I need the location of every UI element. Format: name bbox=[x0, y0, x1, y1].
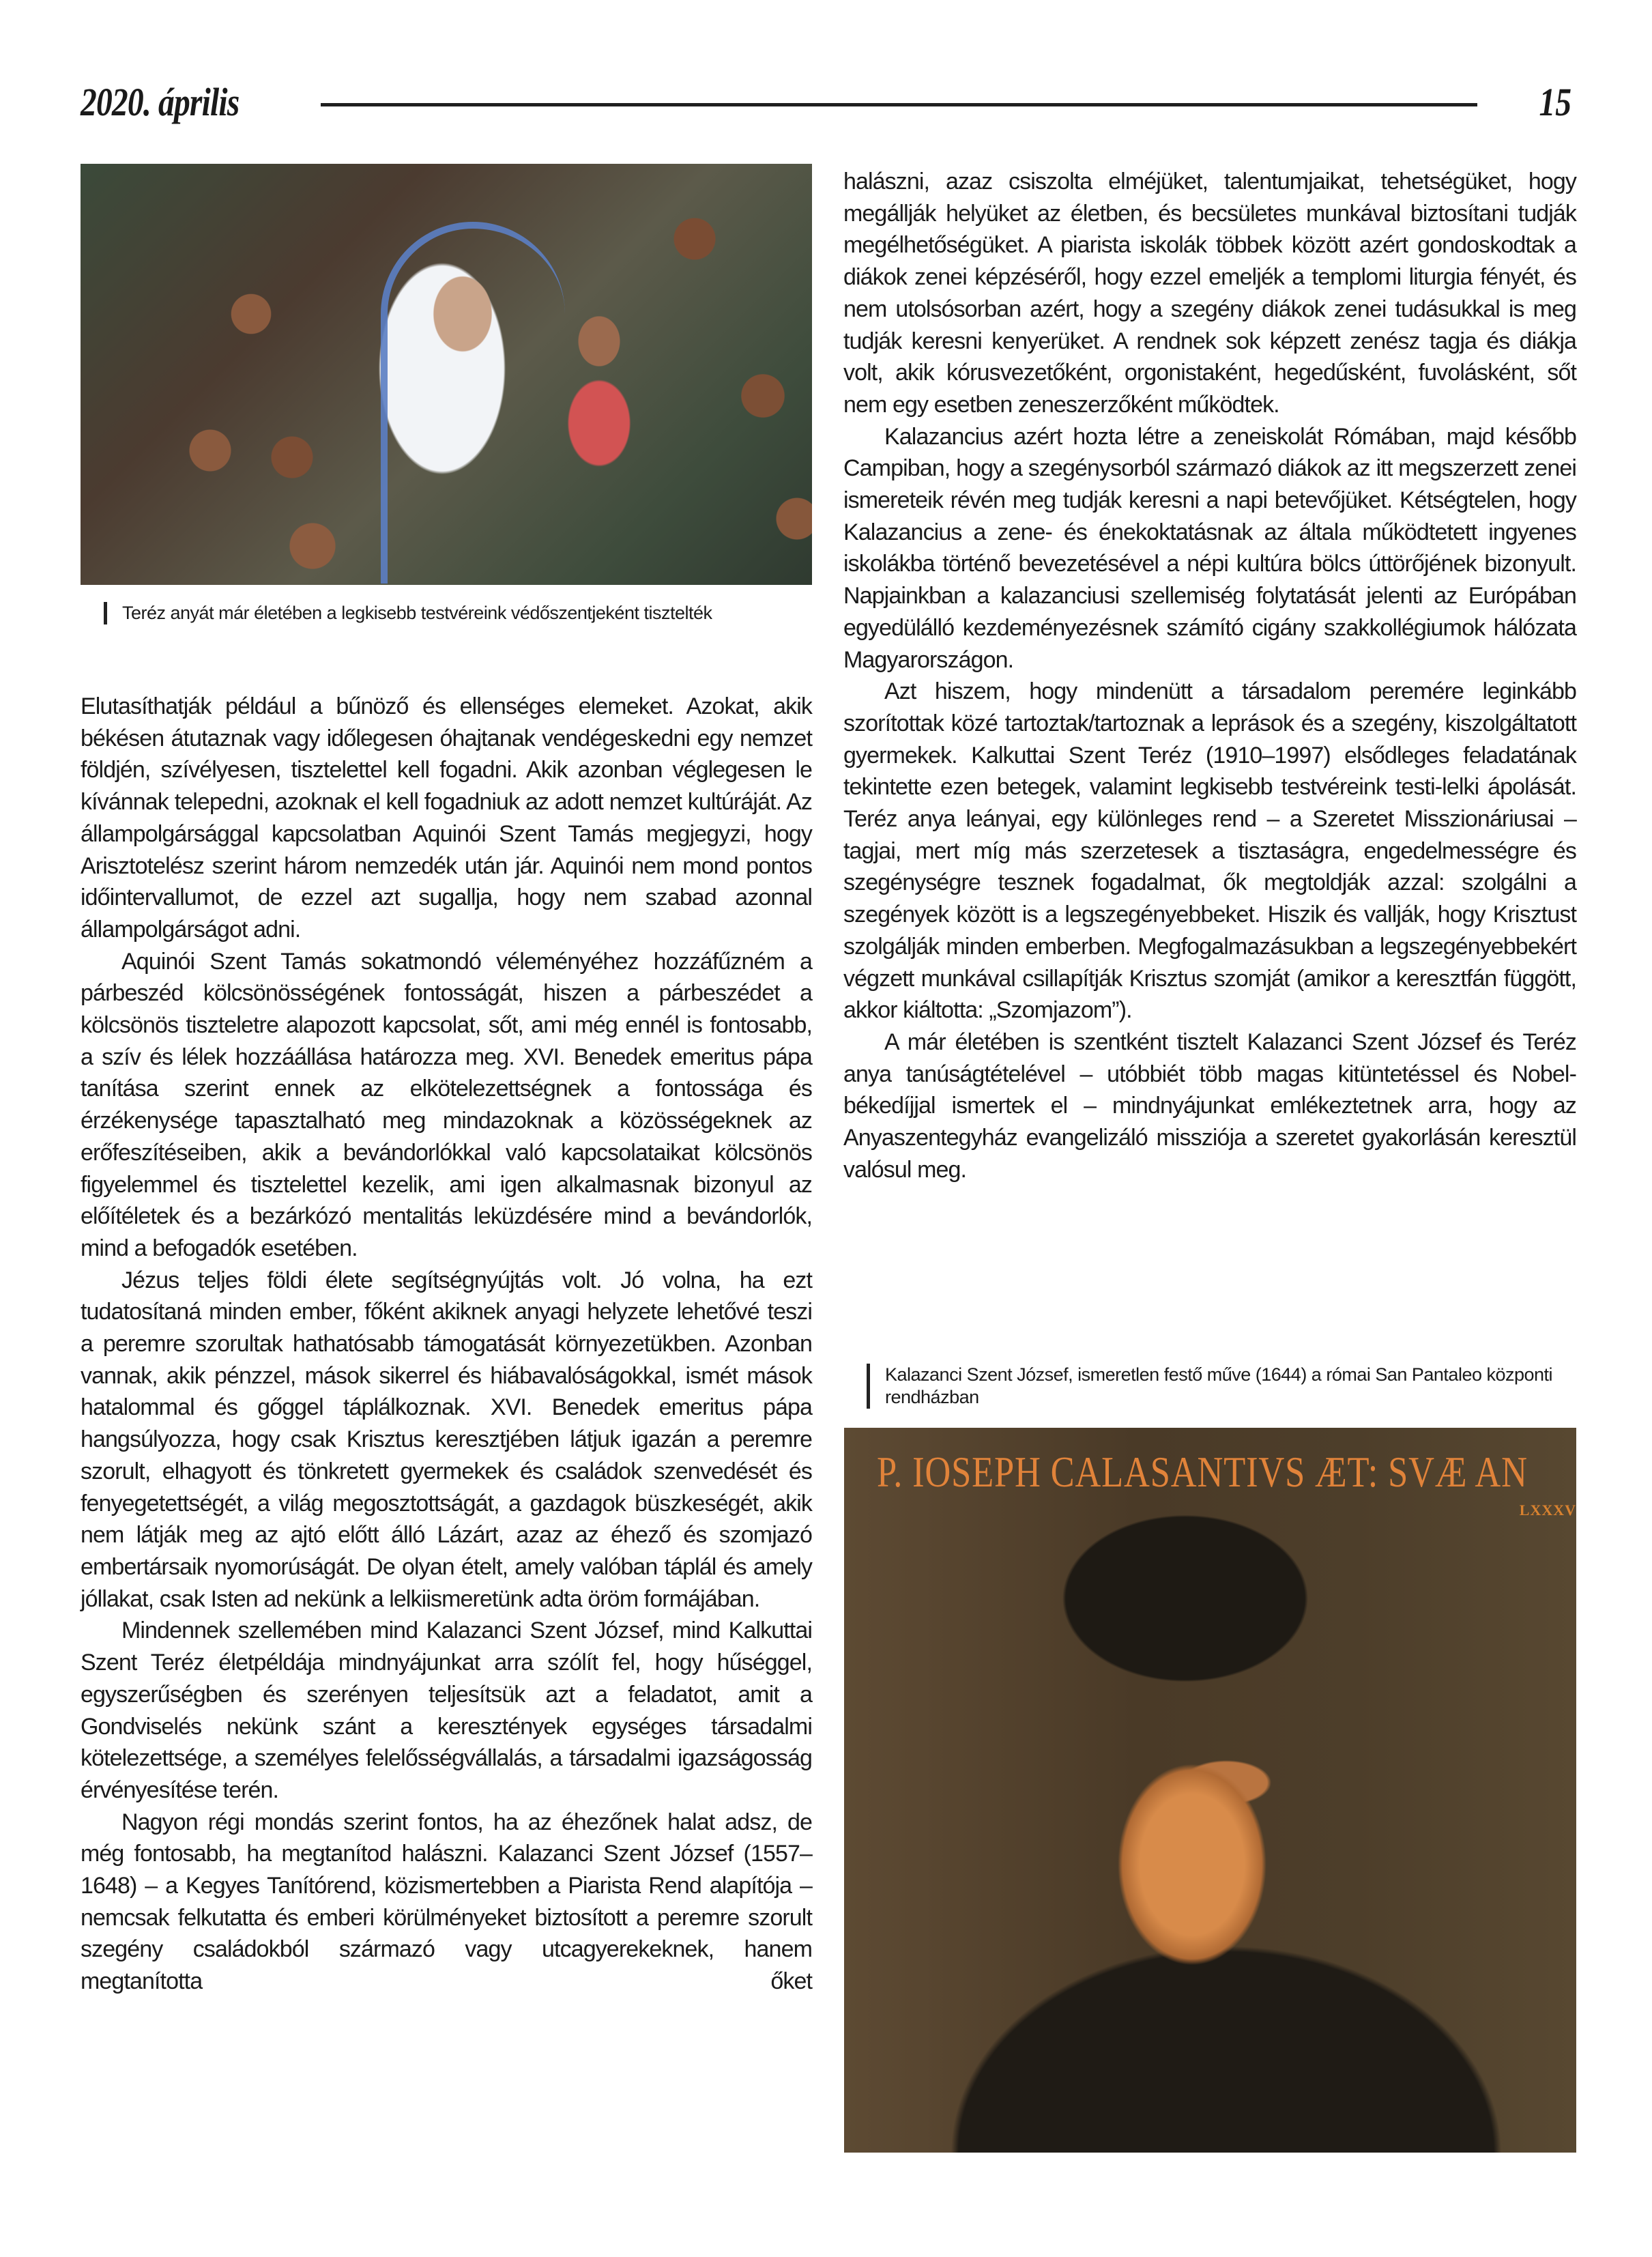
paragraph: Mindennek szellemében mind Kalazanci Szent József, mind Kalkuttai Szent Teréz életpéldája mindnyájunkat arra szólít fel, hogy hűséggel, egyszerűségben és szerényen teljesítsük azt a feladatot, amit a Gondviselés nekünk szánt a keresztények egységes társadalmi kötelezettsége, a személyes felelősségvállalás, a társadalmi igazságosság érvényesítése terén. bbox=[81, 1618, 812, 1803]
header-divider bbox=[321, 103, 1477, 106]
paragraph: halászni, azaz csiszolta elméjüket, talentumjaikat, tehetségüket, hogy megállják helyüket az életben, és becsületes munkával biztosítani tudják megélhetőségüket. A piarista iskolák többek között azért gondoskodtak a diákok zenei képzéséről, hogy ezzel emeljék a templomi liturgia fényét, és nem utolsósorban azért, hogy a szegény diákok zenei tudásukkal is meg tudják keresni kenyerüket. A rendnek sok képzett zenész tagja és diákja volt, akik kórusvezetőként, orgonistaként, hegedűsként, fuvolásként, sőt nem egy esetben zeneszerzőként működtek. bbox=[843, 169, 1576, 418]
issue-date: 2020. április bbox=[81, 80, 240, 124]
article-right-column bbox=[843, 166, 1576, 1186]
painting-inscription-age: LXXXV bbox=[1519, 1501, 1576, 1519]
calasanz-portrait-caption: Kalazanci Szent József, ismeretlen festő műve (1644) a római San Pantaleo központi rendházban bbox=[867, 1364, 1567, 1409]
sari-stripe-decoration bbox=[381, 222, 565, 584]
paragraph: Elutasíthatják például a bűnöző és ellenséges elemeket. Azokat, akik békésen átutaznak vagy időlegesen óhajtanak vendégeskedni egy nemzet földjén, szívélyesen, tisztelettel kell fogadni. Akik azonban véglegesen le kívánnak telepedni, azoknak el kell fogadniuk az adott nemzet kultúráját. Az állampolgársággal kapcsolatban Aquinói Szent Tamás megjegyzi, hogy Arisztotelész szerint három nemzedék után jár. Aquinói nem mond pontos időintervallumot, de ezzel azt sugallja, hogy nem szabad azonnal állampolgárságot adni. bbox=[81, 693, 812, 943]
paragraph: Kalazancius azért hozta létre a zeneiskolát Rómában, majd később Campiban, hogy a szegénysorból származó diákok az itt megszerzett zenei ismereteik révén meg tudják keresni a napi betevőjüket. Kétségtelen, hogy Kalazancius a zene- és énekoktatásnak az általa működtetett ingyenes iskolákba történő bevezetésével a népi kultúra bölcs úttörőjének bizonyult. Napjainkban a kalazanciusi szellemiség folytatását jelenti az Európában egyedülálló kezdeményezésnek számító cigány szakkollégiumok hálózata Magyarországon. bbox=[843, 423, 1576, 673]
article-left-column bbox=[81, 691, 812, 1998]
page-header bbox=[81, 75, 1571, 130]
painting-inscription: P. IOSEPH CALASANTIVS ÆT: SVÆ AN bbox=[877, 1448, 1528, 1496]
page-number: 15 bbox=[1539, 80, 1571, 124]
mother-teresa-caption: Teréz anyát már életében a legkisebb testvéreink védőszentjeként tisztelték bbox=[104, 602, 805, 624]
paragraph: Aquinói Szent Tamás sokatmondó véleményéhez hozzáfűzném a párbeszéd kölcsönösségének fontosságát, hiszen a párbeszédet a kölcsönös tiszteletre alapozott kapcsolat, sőt, ami még ennél is fontosabb, a szív és lélek hozzáállása határozza meg. XVI. Benedek emeritus pápa tanítása szerint ennek az elkötelezettségnek a fontossága és érzékenysége tapasztalható meg mindazoknak a közösségeknek az erőfeszítéseiben, akik a bevándorlókkal való kapcsolataikat kölcsönös figyelemmel és tisztelettel kezelik, ami igen alkalmasnak bizonyul az előítéletek és a bezárkózó mentalitás leküzdésére mind a bevándorlók, mind a befogadók esetében. bbox=[81, 948, 812, 1261]
paragraph: A már életében is szentként tisztelt Kalazanci Szent József és Teréz anya tanúságtételével – utóbbiét több magas kitüntetéssel és Nobel-békedíjjal ismertek el – mindnyájunkat emlékeztetnek arra, hogy az Anyaszentegyház evangelizáló missziója a szeretet gyakorlásán keresztül valósul meg. bbox=[843, 1029, 1576, 1183]
paragraph: Jézus teljes földi élete segítségnyújtás volt. Jó volna, ha ezt tudatosítaná minden ember, főként akiknek anyagi helyzete lehetővé teszi a peremre szorultak hathatósabb támogatását környezetükben. Azonban vannak, akik pénzzel, mások sikerrel és hiábavalóságokkal, ismét mások hatalommal és gőggel táplálkoznak. XVI. Benedek emeritus pápa hangsúlyozza, hogy csak Krisztus keresztjében látjuk igazán a peremre szorult, elhagyott és tönkretett gyermekek és családok szenvedését és fenyegetettségét, a világ megosztottságát, a gazdagok büszkeségét, akik nem látják meg az ajtó előtt álló Lázárt, azaz az éhező és szomjazó embertársaik nyomorúságát. De olyan ételt, amely valóban táplál és amely jóllakat, csak Isten ad nekünk a lelkiismeretünk adta öröm formájában. bbox=[81, 1267, 812, 1612]
paragraph: Nagyon régi mondás szerint fontos, ha az éhezőnek halat adsz, de még fontosabb, ha megtanítod halászni. Kalazanci Szent József (1557–1648) – a Kegyes Tanítórend, közismertebben a Piarista Rend alapítója – nemcsak felkutatta és emberi körülményeket biztosított a peremre szorult szegény családokból származó vagy utcagyerekeknek, hanem megtanította őket bbox=[81, 1809, 812, 1995]
calasanz-portrait-painting bbox=[844, 1428, 1576, 2153]
mother-teresa-photo bbox=[81, 164, 812, 585]
paragraph: Azt hiszem, hogy mindenütt a társadalom peremére leginkább szorítottak közé tartoztak/tartoznak a leprások és a szegény, kiszolgáltatott gyermekek. Kalkuttai Szent Teréz (1910–1997) elsődleges feladatának tekintette ezen betegek, valamint legkisebb testvéreink testi-lelki ápolását. Teréz anya leányai, egy különleges rend – a Szeretet Misszionáriusai – tagjai, mert míg más szerzetesek a tisztaságra, engedelmességre és szegénységre tesznek fogadalmat, ők megtoldják azzal: szolgálni a szegények között is a legszegényebbeket. Hiszik és vallják, hogy Krisztust szolgálják minden emberben. Megfogalmazásukban a legszegényebbekért végzett munkával csillapítják Krisztus szomját (amikor a keresztfán függött, akkor kiáltotta: „Szomjazom”). bbox=[843, 678, 1576, 1024]
